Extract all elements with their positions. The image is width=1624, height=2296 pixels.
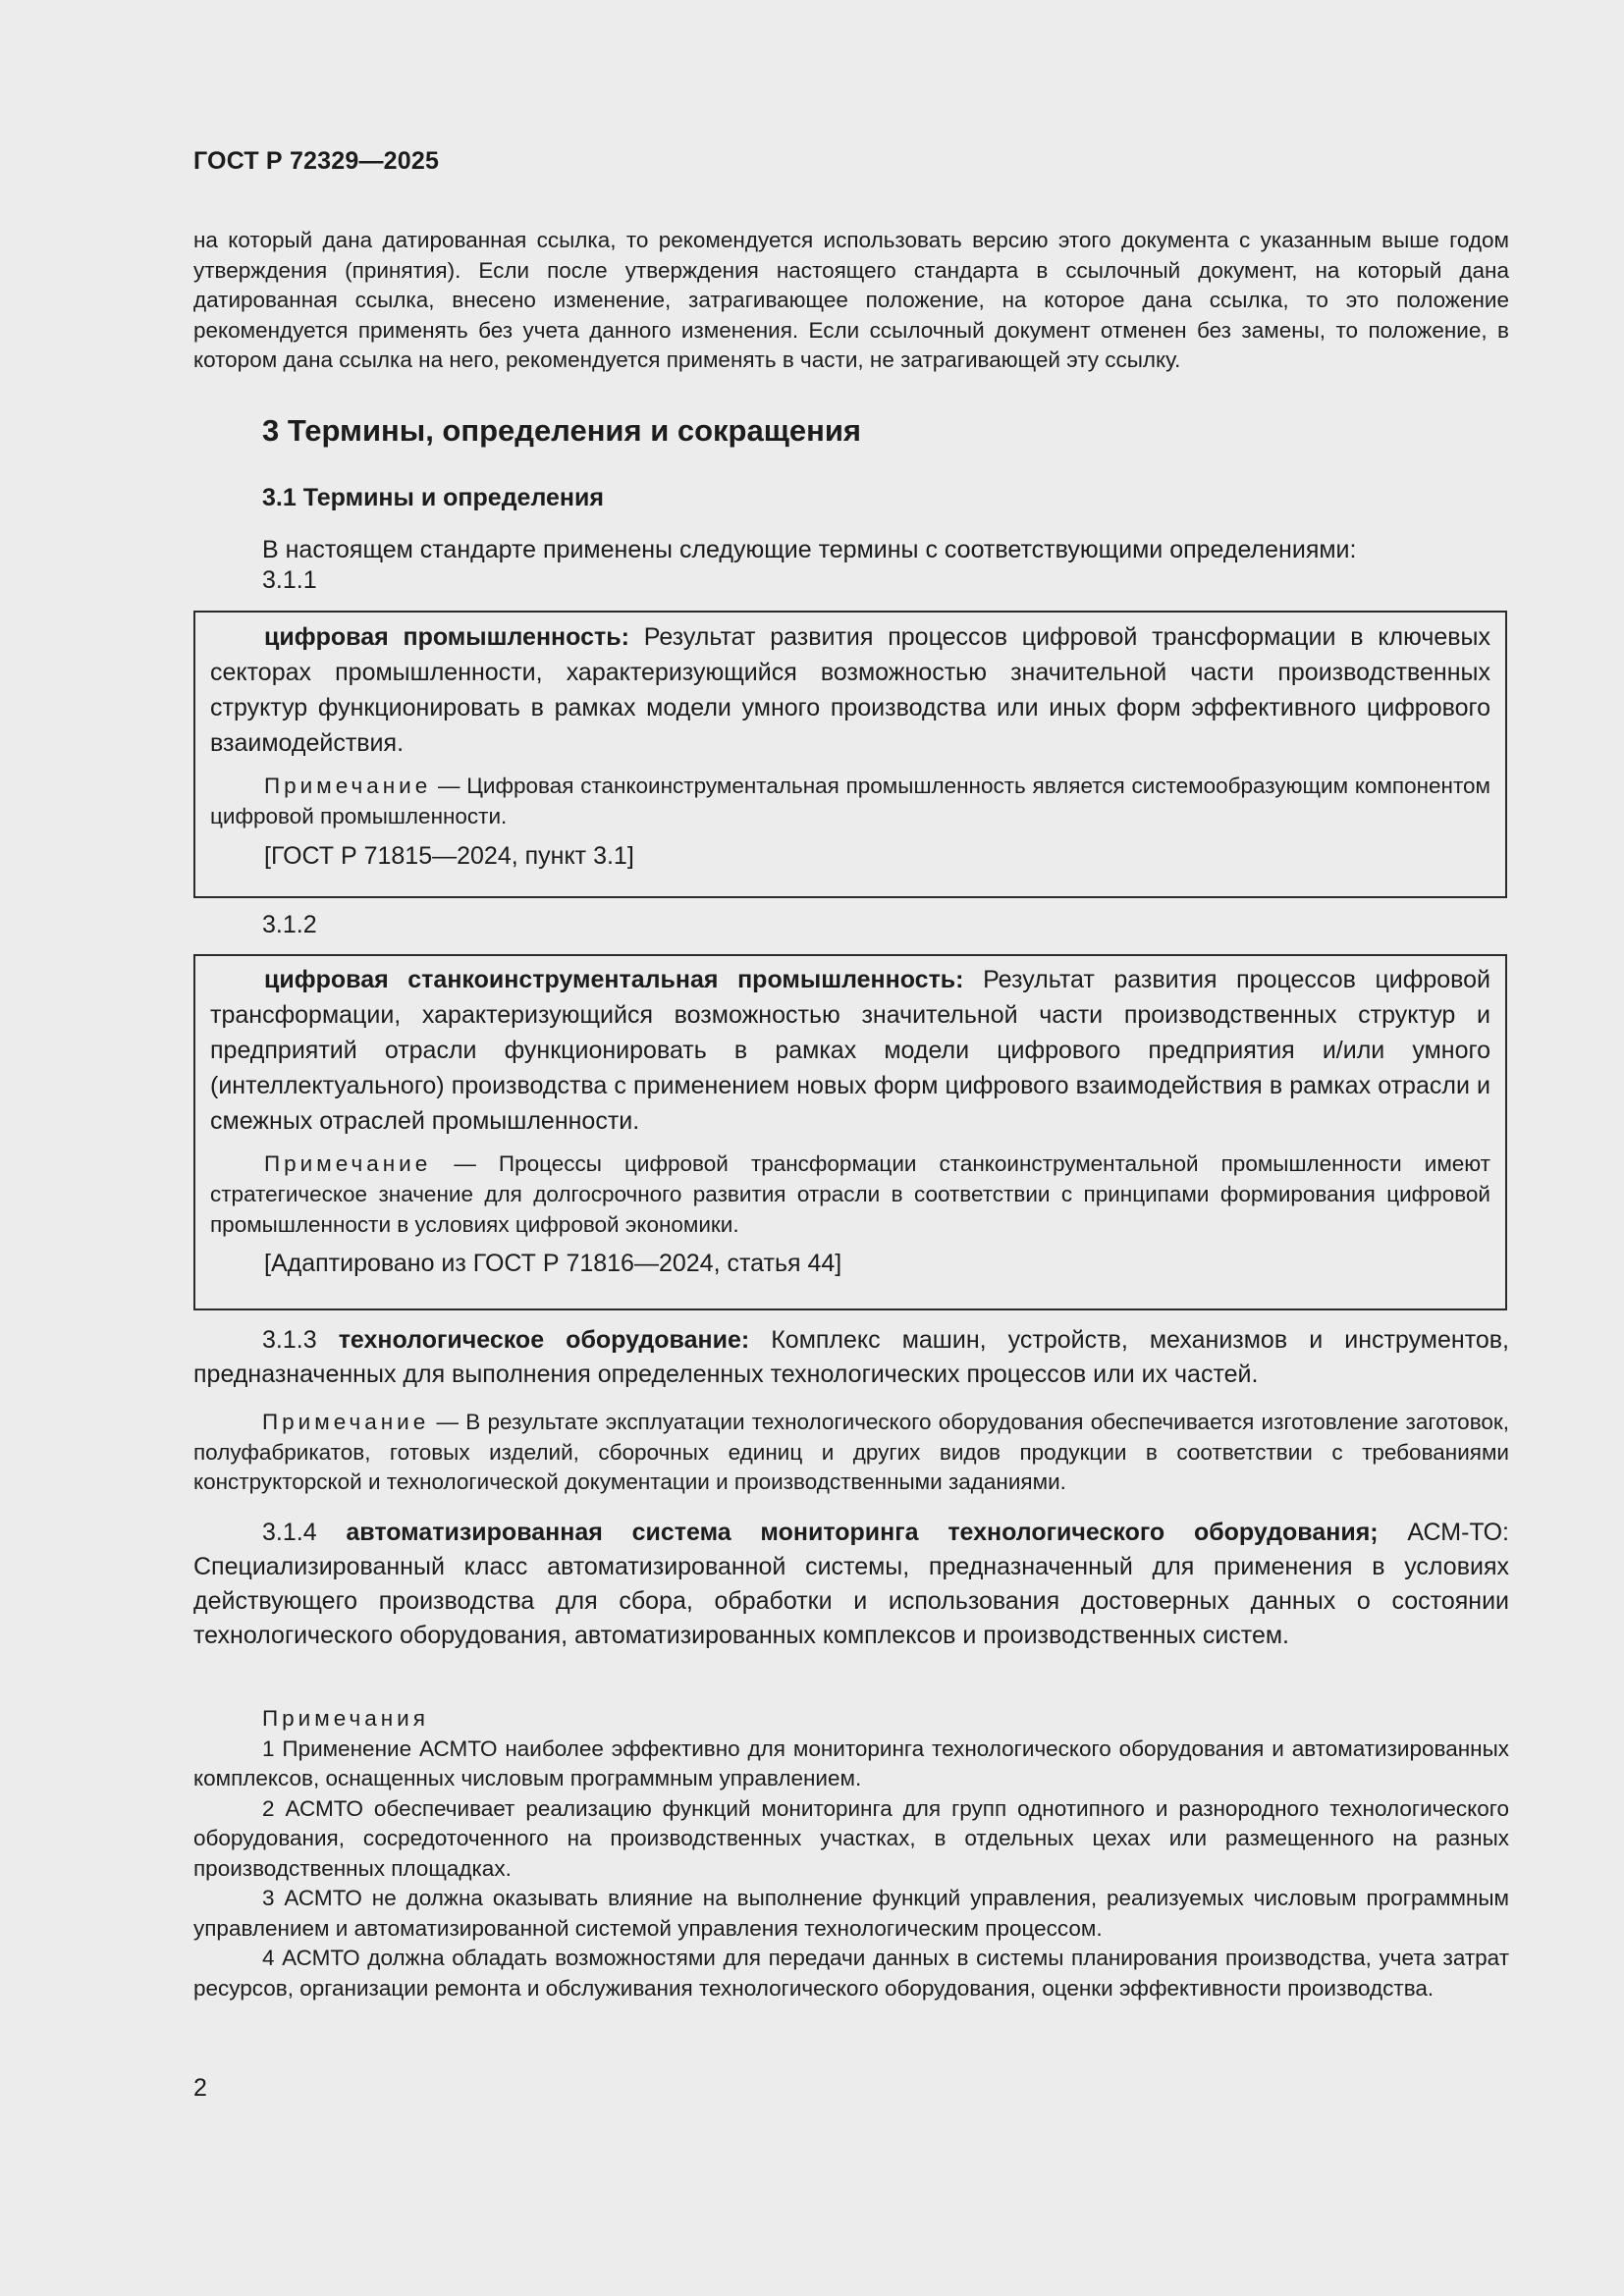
note-label: Примечание [264,774,432,798]
term-source: [Адаптировано из ГОСТ Р 71816—2024, статья 44] [264,1250,842,1277]
term-number: 3.1.2 [262,911,317,938]
term-definition [210,619,1490,761]
term-definition [210,962,1490,1139]
term-definition-text: Результат развития процессов цифровой трансформации в ключевых секторах промышленности, характеризующийся возможностью значительной части производственных структур функционировать в рамках модели умного производства или иных форм эффективного цифрового взаимодействия. [210,623,1491,757]
note-label: Примечание [264,1151,432,1176]
note-text: — Процессы цифровой трансформации станкоинструментальной промышленности имеют стратегическое значение для долгосрочного развития отрасли в соответствии с принципами формирования цифровой промышленности в условиях цифровой экономики. [210,1151,1490,1237]
note-item: 1 Применение АСМТО наиболее эффективно для мониторинга технологического оборудования и автоматизированных комплексов, оснащенных числовым программным управлением. [193,1735,1509,1790]
note-item: 3 АСМТО не должна оказывать влияние на выполнение функций управления, реализуемых числовым программным управлением и автоматизированной системой управления технологическим процессом. [193,1886,1509,1941]
term-definition-text: Результат развития процессов цифровой трансформации, характеризующийся возможностью значительной части производственных структур и предприятий отрасли функционировать в рамках модели цифрового предприятия и/или умного (интеллектуального) производства с применением новых форм цифрового взаимодействия в рамках отрасли и смежных отраслей промышленности. [210,966,1491,1135]
term-note [210,771,1490,831]
document-code-header: ГОСТ Р 72329—2025 [193,147,440,175]
page-number: 2 [193,2074,207,2102]
term-definition-text: АСМ-ТО: Специализированный класс автоматизированной системы, предназначенный для применения в условиях действующего производства для сбора, обработки и использования достоверных данных о состоянии технологического оборудования, автоматизированных комплексов и производственных систем. [193,1519,1509,1649]
term-box [193,611,1507,898]
term-paragraph [193,1323,1509,1392]
subsection-title: 3.1 Термины и определения [262,484,604,511]
term-name: цифровая станкоинструментальная промышленность: [264,966,964,993]
note-text: — Цифровая станкоинструментальная промышленность является системообразующим компонентом цифровой промышленности. [210,774,1490,828]
intro-paragraph: на который дана датированная ссылка, то рекомендуется использовать версию этого документа с указанным выше годом утверждения (принятия). Если после утверждения настоящего стандарта в ссылочный документ, на который дана датированная ссылка, внесено изменение, затрагивающее положение, на которое дана ссылка, то это положение рекомендуется применять без учета данного изменения. Если ссылочный документ отменен без замены, то положение, в котором дана ссылка на него, рекомендуется применять в части, не затрагивающей эту ссылку. [193,228,1509,372]
note-label: Примечание [262,1410,430,1434]
term-number: 3.1.3 [262,1326,317,1354]
term-notes [193,1704,1509,2003]
term-name: технологическое оборудование: [338,1326,750,1354]
term-number: 3.1.1 [262,566,317,594]
note-item: 2 АСМТО обеспечивает реализацию функций мониторинга для групп однотипного и разнородного технологического оборудования, сосредоточенного на производственных участках, в отдельных цехах или размещенного на разных производственных площадках. [193,1795,1509,1881]
term-box [193,954,1507,1310]
term-number: 3.1.4 [262,1519,317,1546]
note-item: 4 АСМТО должна обладать возможностями для передачи данных в системы планирования производства, учета затрат ресурсов, организации ремонта и обслуживания технологического оборудования, оценки эффективности производства. [193,1946,1509,2001]
note-text: — В результате эксплуатации технологического оборудования обеспечивается изготовление заготовок, полуфабрикатов, готовых изделий, сборочных единиц и других видов продукции в соответствии с требованиями конструкторской и технологической документации и производственными заданиями. [193,1410,1509,1494]
notes-label: Примечания [262,1706,429,1731]
term-note [210,1148,1490,1240]
section-title: 3 Термины, определения и сокращения [262,413,861,448]
term-definition-text: Комплекс машин, устройств, механизмов и инструментов, предназначенных для выполнения определенных технологических процессов или их частей. [193,1326,1509,1388]
term-source: [ГОСТ Р 71815—2024, пункт 3.1] [264,842,634,870]
section-lead: В настоящем стандарте применены следующие термины с соответствующими определениями: [262,536,1357,563]
term-paragraph [193,1516,1509,1653]
term-note [193,1408,1509,1498]
term-name: автоматизированная система мониторинга технологического оборудования; [346,1519,1379,1546]
term-name: цифровая промышленность: [264,623,629,651]
